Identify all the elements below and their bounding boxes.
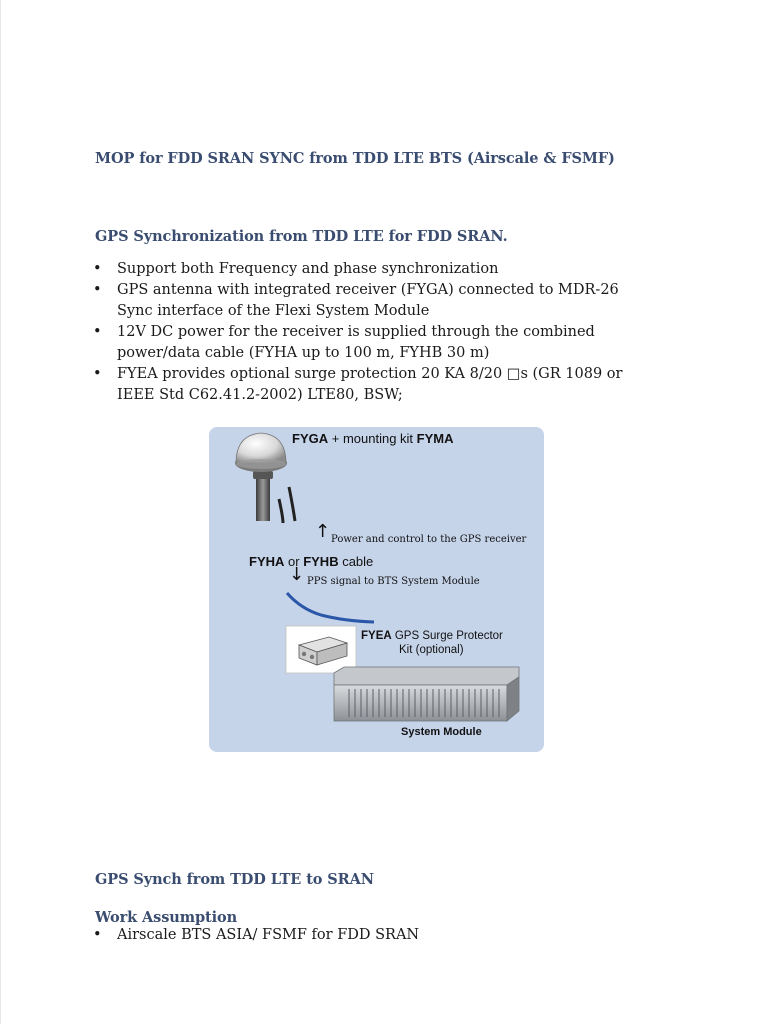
list-item-text: IEEE Std C62.41.2-2002) LTE80, BSW; [117, 387, 403, 403]
list-item-text: FYEA provides optional surge protection 20 KA 8/20 □s (GR 1089 or [117, 366, 623, 382]
bullet-marker: • [93, 927, 102, 943]
figure-title-mid: + mounting kit [328, 431, 417, 446]
system-module-label: System Module [401, 726, 482, 738]
list-item-text: GPS antenna with integrated receiver (FYGA) connected to MDR-26 [117, 282, 619, 298]
surge-protector-icon [286, 626, 356, 673]
section-heading-work-assumption: Work Assumption [95, 909, 238, 926]
list-item-text: Airscale BTS ASIA/ FSMF for FDD SRAN [117, 927, 420, 943]
figure-title [292, 431, 454, 446]
section-heading-gps-synchronization: GPS Synchronization from TDD LTE for FDD SRAN. [95, 228, 508, 245]
surge-protector-fyea: FYEA [361, 630, 392, 642]
cable-label-end: cable [338, 554, 374, 569]
list-item [93, 322, 693, 364]
cable-label-fyha: FYHA [249, 554, 285, 569]
bullet-marker: • [93, 282, 102, 298]
section-heading-gps-synch-sran: GPS Synch from TDD LTE to SRAN [95, 871, 374, 888]
gps-hardware-figure [209, 427, 544, 752]
pps-signal-label: PPS signal to BTS System Module [307, 576, 480, 587]
list-item [93, 259, 693, 280]
surge-protector-rest: GPS Surge Protector [391, 630, 503, 642]
system-module-icon [334, 667, 519, 721]
bullet-list-work-assumption [93, 925, 693, 946]
figure-title-fyga: FYGA [292, 431, 329, 446]
bullet-marker: • [93, 366, 102, 382]
cable-label-or: or [284, 554, 304, 569]
surge-protector-label [361, 630, 503, 642]
list-item [93, 925, 693, 946]
surge-protector-label-line2: Kit (optional) [399, 644, 464, 656]
figure-title-fyma: FYMA [416, 431, 454, 446]
gps-antenna-icon [235, 433, 295, 523]
power-control-label: Power and control to the GPS receiver [331, 534, 527, 545]
cable-label [249, 554, 373, 569]
bullet-marker: • [93, 324, 102, 340]
list-item-text: power/data cable (FYHA up to 100 m, FYHB 30 m) [117, 345, 490, 361]
list-item [93, 280, 693, 322]
bullet-list-gps-sync [93, 259, 693, 406]
list-item-text: Support both Frequency and phase synchronization [117, 261, 499, 277]
document-title: MOP for FDD SRAN SYNC from TDD LTE BTS (Airscale & FSMF) [95, 150, 615, 167]
list-item [93, 364, 693, 406]
list-item-text: 12V DC power for the receiver is supplied through the combined [117, 324, 595, 340]
cable-label-fyhb: FYHB [303, 554, 339, 569]
arrow-up-icon: ↑ [315, 521, 331, 542]
list-item-text: Sync interface of the Flexi System Module [117, 303, 430, 319]
bullet-marker: • [93, 261, 102, 277]
figure-illustration [209, 427, 544, 752]
arrow-down-icon: ↓ [289, 564, 305, 585]
cable-icon [287, 593, 374, 622]
